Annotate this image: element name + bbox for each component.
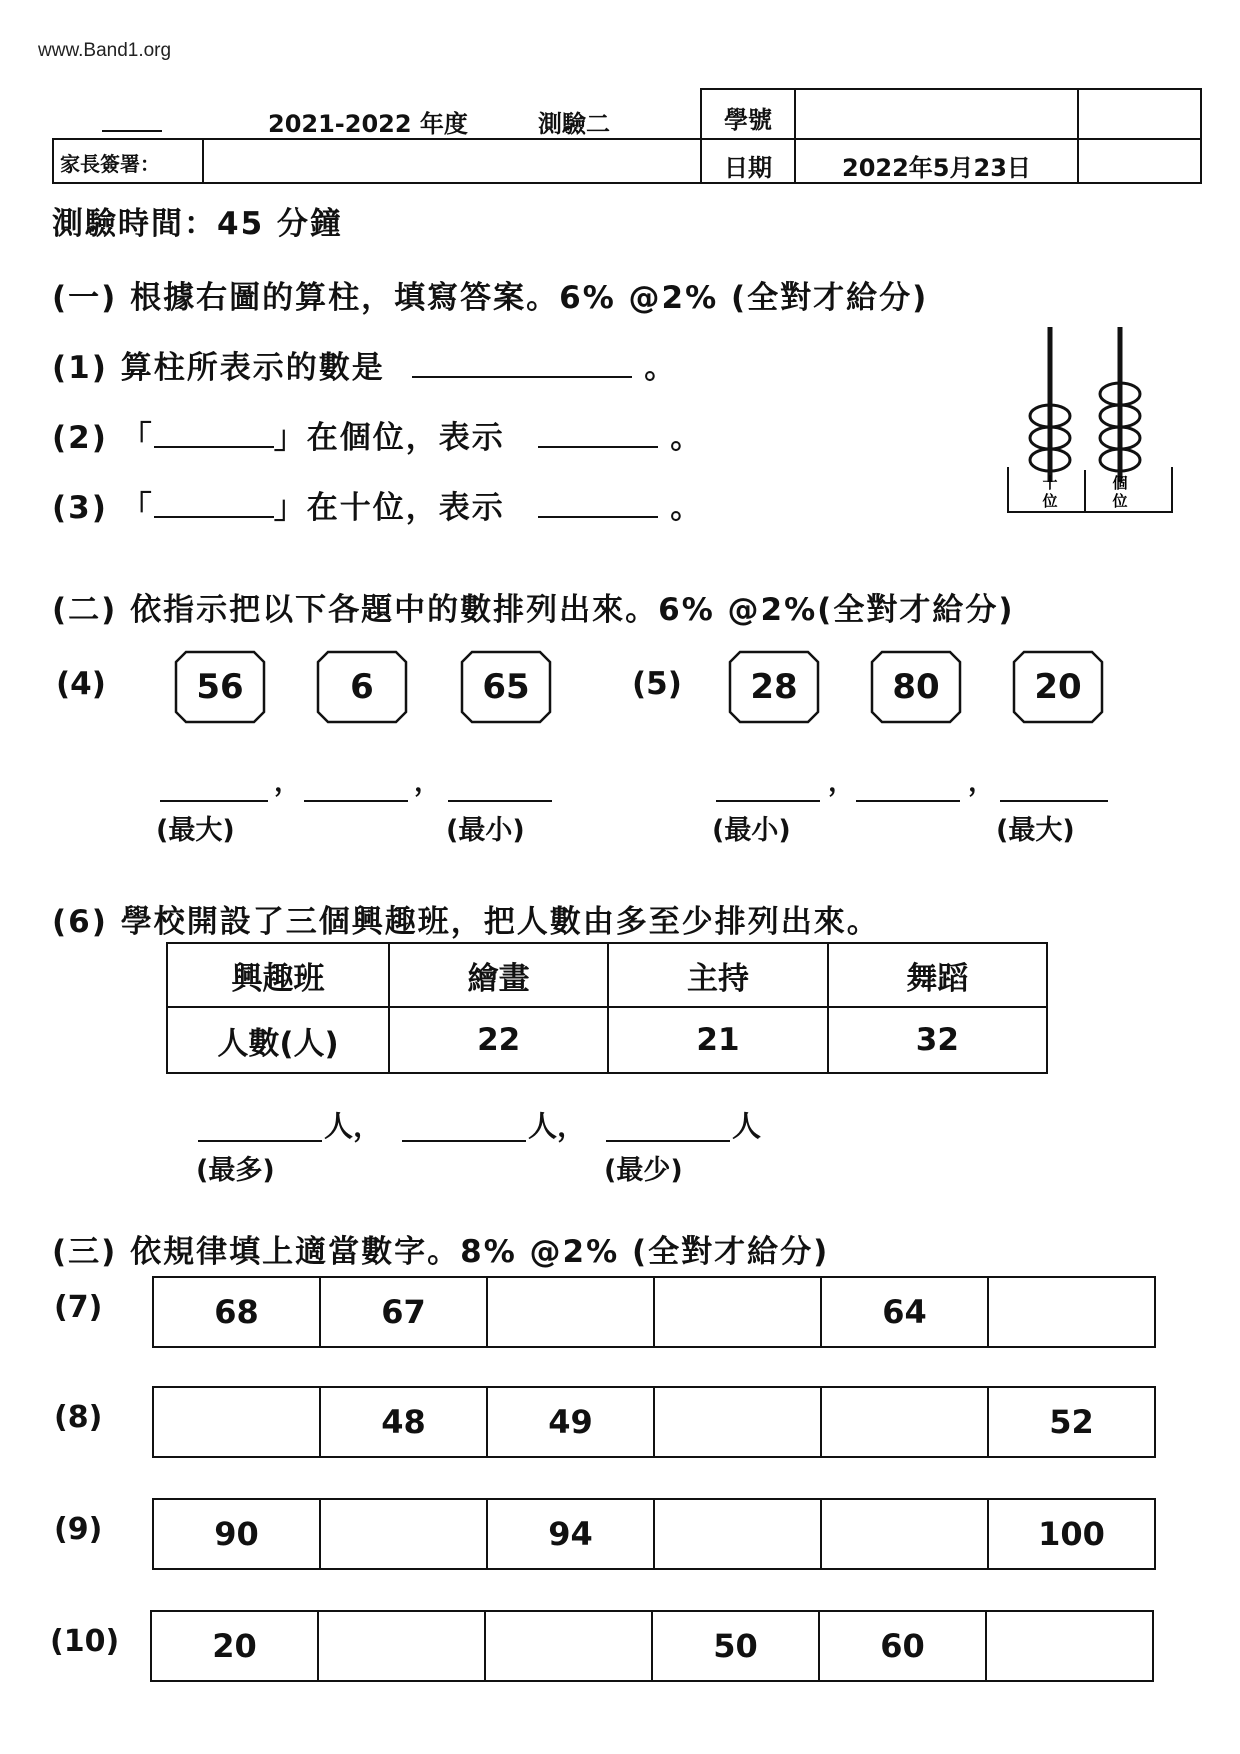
number-box: 80 xyxy=(870,650,962,724)
q6-left-note: (最多) xyxy=(196,1155,275,1186)
interest-class-table xyxy=(166,942,1048,1074)
number-box: 6 xyxy=(316,650,408,724)
sequence-cell[interactable]: 94 xyxy=(487,1499,654,1569)
sequence-cell[interactable] xyxy=(654,1277,821,1347)
q3-mid: 」在十位，表示 xyxy=(273,490,505,526)
sequence-row xyxy=(152,1386,1156,1458)
table-cell: 21 xyxy=(608,1007,827,1073)
sequence-cell[interactable] xyxy=(821,1387,988,1457)
answer-blank[interactable] xyxy=(154,486,274,518)
q9-label: (9) xyxy=(54,1512,103,1547)
number-box: 65 xyxy=(460,650,552,724)
table-header: 主持 xyxy=(608,943,827,1007)
ones-label-2: 位 xyxy=(1112,492,1128,510)
sequence-cell[interactable]: 64 xyxy=(821,1277,988,1347)
q8-label: (8) xyxy=(54,1400,103,1435)
date-value: 2022年5月23日 xyxy=(842,154,1031,182)
sequence-cell[interactable]: 52 xyxy=(988,1387,1155,1457)
answer-blank[interactable] xyxy=(1000,800,1108,802)
date-label: 日期 xyxy=(724,154,772,182)
question-3 xyxy=(52,482,703,527)
tens-label-2: 位 xyxy=(1042,492,1058,510)
table-header: 繪畫 xyxy=(389,943,608,1007)
answer-blank[interactable] xyxy=(412,346,632,378)
test-name: 測驗二 xyxy=(538,110,610,138)
q1-prefix: (1) 算柱所表示的數是 xyxy=(52,350,385,386)
watermark: www.Band1.org xyxy=(38,40,172,61)
unit-comma: 人， xyxy=(528,1109,587,1143)
sequence-cell[interactable] xyxy=(654,1387,821,1457)
sequence-cell[interactable] xyxy=(153,1387,320,1457)
section3-title: (三) 依規律填上適當數字。8% @2% (全對才給分) xyxy=(52,1234,830,1270)
answer-blank[interactable] xyxy=(856,800,960,802)
table-cell: 22 xyxy=(389,1007,608,1073)
q1-suffix: 。 xyxy=(644,350,678,386)
unit-comma: 人， xyxy=(324,1109,383,1143)
sequence-cell[interactable] xyxy=(487,1277,654,1347)
sequence-cell[interactable] xyxy=(318,1611,485,1681)
question-1 xyxy=(52,342,677,387)
number-box: 28 xyxy=(728,650,820,724)
answer-blank[interactable] xyxy=(538,416,658,448)
comma: ， xyxy=(828,767,855,798)
answer-blank[interactable] xyxy=(402,1140,526,1142)
question-2 xyxy=(52,412,703,457)
q2-prefix: (2) 「 xyxy=(52,420,154,456)
q2-mid: 」在個位，表示 xyxy=(273,420,505,456)
question-6: (6) 學校開設了三個興趣班，把人數由多至少排列出來。 xyxy=(52,904,880,940)
answer-blank[interactable] xyxy=(716,800,820,802)
student-no-label: 學號 xyxy=(724,106,772,134)
sequence-cell[interactable]: 48 xyxy=(320,1387,487,1457)
sequence-cell[interactable] xyxy=(320,1499,487,1569)
sequence-cell[interactable] xyxy=(988,1277,1155,1347)
sequence-cell[interactable] xyxy=(485,1611,652,1681)
number-box: 56 xyxy=(174,650,266,724)
sequence-cell[interactable] xyxy=(654,1499,821,1569)
sequence-cell[interactable]: 100 xyxy=(988,1499,1155,1569)
table-header: 興趣班 xyxy=(167,943,389,1007)
sequence-cell[interactable]: 90 xyxy=(153,1499,320,1569)
q4-right-note: (最小) xyxy=(446,815,525,846)
q5-label: (5) xyxy=(632,666,682,702)
sequence-cell[interactable]: 67 xyxy=(320,1277,487,1347)
q10-label: (10) xyxy=(50,1624,120,1659)
sequence-cell[interactable] xyxy=(821,1499,988,1569)
header-box xyxy=(52,88,1202,184)
section2-title: (二) 依指示把以下各題中的數排列出來。6% @2%(全對才給分) xyxy=(52,592,1015,628)
tens-label-1: 十 xyxy=(1042,474,1058,492)
sequence-row xyxy=(150,1610,1154,1682)
q3-suffix: 。 xyxy=(670,490,704,526)
sequence-cell[interactable]: 50 xyxy=(652,1611,819,1681)
comma: ， xyxy=(274,767,301,798)
sequence-row xyxy=(152,1498,1156,1570)
table-row-label: 人數(人) xyxy=(167,1007,389,1073)
ones-label-1: 個 xyxy=(1112,474,1128,492)
test-duration: 測驗時間：45 分鐘 xyxy=(52,206,343,242)
table-header: 舞蹈 xyxy=(828,943,1047,1007)
answer-blank[interactable] xyxy=(538,486,658,518)
abacus-figure xyxy=(1000,322,1180,522)
q6-right-note: (最少) xyxy=(604,1155,683,1186)
answer-blank[interactable] xyxy=(448,800,552,802)
answer-blank[interactable] xyxy=(198,1140,322,1142)
q3-prefix: (3) 「 xyxy=(52,490,154,526)
comma: ， xyxy=(414,767,441,798)
number-box: 20 xyxy=(1012,650,1104,724)
sequence-cell[interactable]: 60 xyxy=(819,1611,986,1681)
q5-left-note: (最小) xyxy=(712,815,791,846)
comma: ， xyxy=(968,767,995,798)
q7-label: (7) xyxy=(54,1290,103,1325)
parent-sign-label: 家長簽署： xyxy=(60,152,160,176)
table-cell: 32 xyxy=(828,1007,1047,1073)
answer-blank[interactable] xyxy=(606,1140,730,1142)
q2-suffix: 。 xyxy=(670,420,704,456)
sequence-cell[interactable]: 68 xyxy=(153,1277,320,1347)
answer-blank[interactable] xyxy=(304,800,408,802)
q4-label: (4) xyxy=(56,666,106,702)
section1-title: (一) 根據右圖的算柱，填寫答案。6% @2% (全對才給分) xyxy=(52,280,929,316)
answer-blank[interactable] xyxy=(154,416,274,448)
q4-left-note: (最大) xyxy=(156,815,235,846)
sequence-cell[interactable] xyxy=(986,1611,1153,1681)
q5-right-note: (最大) xyxy=(996,815,1075,846)
sequence-cell[interactable]: 20 xyxy=(151,1611,318,1681)
sequence-row xyxy=(152,1276,1156,1348)
year-label: 2021-2022 年度 xyxy=(268,110,468,138)
answer-blank[interactable] xyxy=(160,800,268,802)
unit: 人 xyxy=(732,1109,762,1143)
sequence-cell[interactable]: 49 xyxy=(487,1387,654,1457)
